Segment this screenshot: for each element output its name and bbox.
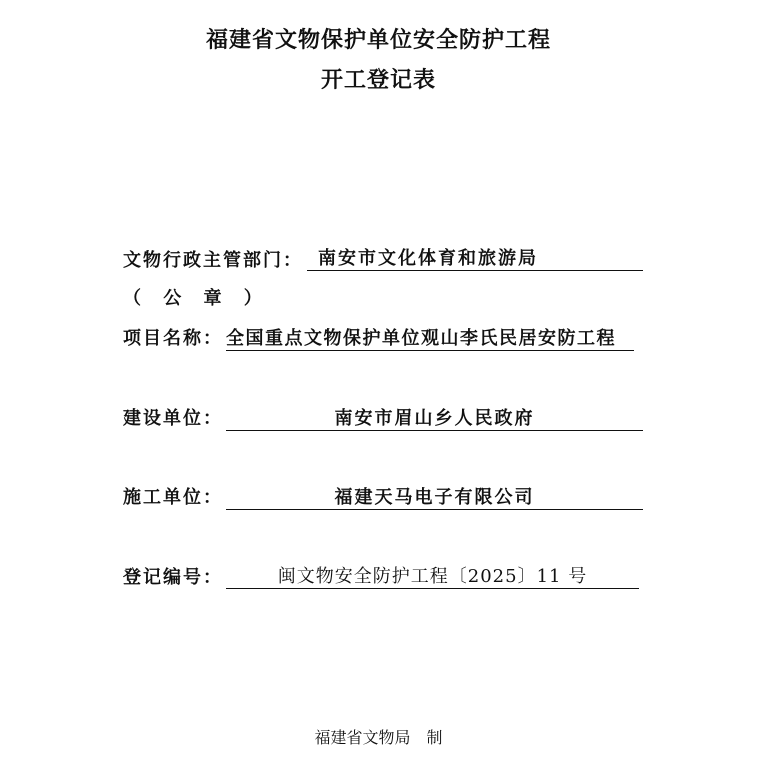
authority-value: 南安市文化体育和旅游局: [307, 248, 643, 271]
project-name-value: 全国重点文物保护单位观山李氏民居安防工程: [226, 328, 634, 351]
registration-no-value: 闽文物安全防护工程〔2025〕11 号: [226, 566, 639, 589]
document-title: 福建省文物保护单位安全防护工程: [205, 27, 551, 53]
builder-value: 南安市眉山乡人民政府: [226, 408, 643, 431]
official-seal-placeholder: （ 公 章 ）: [123, 288, 270, 309]
issuer-footer: 福建省文物局 制: [314, 728, 443, 747]
authority-label: 文物行政主管部门：: [123, 250, 303, 271]
project-name-label: 项目名称：: [123, 328, 223, 349]
document-subtitle: 开工登记表: [320, 67, 436, 93]
registration-no-label: 登记编号：: [123, 567, 223, 588]
builder-label: 建设单位：: [123, 408, 223, 429]
contractor-value: 福建天马电子有限公司: [226, 487, 643, 510]
contractor-label: 施工单位：: [123, 487, 223, 508]
